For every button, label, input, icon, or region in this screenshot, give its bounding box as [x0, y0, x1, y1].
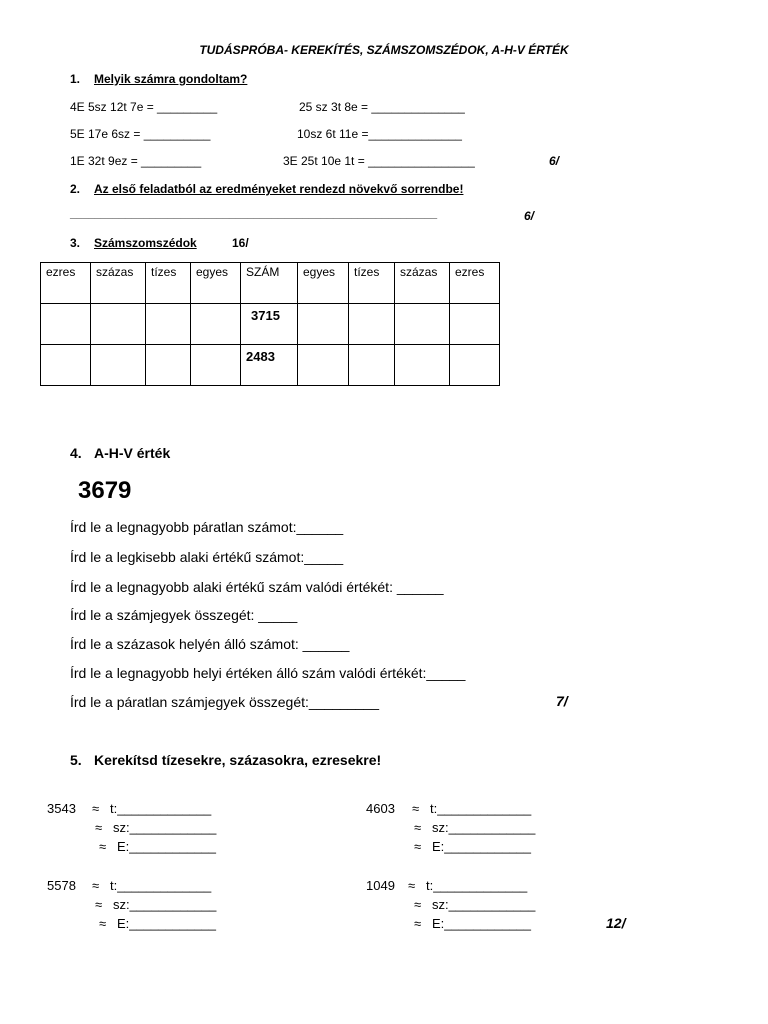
table-header-cell: ezres [450, 263, 500, 304]
section-5-score: 12/ [606, 915, 626, 931]
table-cell[interactable] [41, 304, 91, 345]
table-cell[interactable] [349, 345, 395, 386]
section-3-number: 3. [70, 236, 81, 250]
section-5-number: 5. [70, 752, 82, 768]
rounding-thousands: ≈ E:____________ [414, 839, 532, 854]
section-1-row-1-left: 4E 5sz 12t 7e = _________ [70, 100, 218, 114]
section-1-title: Melyik számra gondoltam? [94, 72, 248, 86]
question-7: Írd le a páratlan számjegyek összegét:_________ [70, 694, 379, 710]
table-cell[interactable] [146, 304, 191, 345]
rounding-tens: ≈ t:_____________ [92, 878, 212, 893]
table-header-cell: tízes [146, 263, 191, 304]
question-6: Írd le a legnagyobb helyi értéken álló szám valódi értékét:_____ [70, 665, 466, 681]
section-3-heading [70, 236, 197, 250]
page-title: TUDÁSPRÓBA- KEREKÍTÉS, SZÁMSZOMSZÉDOK, A-H-V ÉRTÉK [199, 43, 569, 57]
table-cell[interactable] [191, 304, 241, 345]
table-row [41, 304, 500, 345]
section-2-answer-line: ____________________________________________________________ [70, 208, 438, 220]
table-cell[interactable] [191, 345, 241, 386]
rounding-number: 3543 [47, 801, 76, 816]
table-header-cell: százas [395, 263, 450, 304]
rounding-thousands: ≈ E:____________ [99, 839, 217, 854]
rounding-hundreds: ≈ sz:____________ [414, 897, 536, 912]
table-cell-number: 2483 [241, 345, 298, 386]
rounding-number: 5578 [47, 878, 76, 893]
table-cell[interactable] [91, 345, 146, 386]
table-header-cell: tízes [349, 263, 395, 304]
rounding-tens: ≈ t:_____________ [408, 878, 528, 893]
question-3: Írd le a legnagyobb alaki értékű szám valódi értékét: ______ [70, 579, 444, 595]
table-header-cell: ezres [41, 263, 91, 304]
table-cell[interactable] [450, 304, 500, 345]
question-5: Írd le a százasok helyén álló számot: ______ [70, 636, 350, 652]
table-row [41, 345, 500, 386]
table-cell[interactable] [91, 304, 146, 345]
rounding-hundreds: ≈ sz:____________ [414, 820, 536, 835]
section-5-title: Kerekítsd tízesekre, százasokra, ezresekre! [94, 752, 382, 768]
rounding-tens: ≈ t:_____________ [92, 801, 212, 816]
section-1-heading [70, 72, 247, 86]
section-2-number: 2. [70, 182, 81, 196]
table-cell[interactable] [395, 304, 450, 345]
question-2: Írd le a legkisebb alaki értékű számot:_____ [70, 549, 344, 565]
section-2-score: 6/ [524, 209, 535, 223]
section-1-row-1-right: 25 sz 3t 8e = ______________ [299, 100, 465, 114]
section-4-heading [70, 445, 170, 461]
table-header-cell: egyes [191, 263, 241, 304]
section-1-number: 1. [70, 72, 81, 86]
question-4: Írd le a számjegyek összegét: _____ [70, 607, 298, 623]
section-1-row-2-left: 5E 17e 6sz = __________ [70, 127, 211, 141]
rounding-tens: ≈ t:_____________ [412, 801, 532, 816]
table-cell[interactable] [146, 345, 191, 386]
rounding-number: 4603 [366, 801, 395, 816]
section-3-score: 16/ [232, 236, 249, 250]
table-header-cell: SZÁM [241, 263, 298, 304]
rounding-hundreds: ≈ sz:____________ [95, 820, 217, 835]
rounding-thousands: ≈ E:____________ [414, 916, 532, 931]
rounding-thousands: ≈ E:____________ [99, 916, 217, 931]
table-cell[interactable] [349, 304, 395, 345]
section-1-score: 6/ [549, 154, 560, 168]
table-cell[interactable] [395, 345, 450, 386]
section-2-heading [70, 182, 463, 196]
section-1-row-3-right: 3E 25t 10e 1t = ________________ [283, 154, 475, 168]
table-header-row [41, 263, 500, 304]
table-cell[interactable] [298, 345, 349, 386]
question-1: Írd le a legnagyobb páratlan számot:______ [70, 519, 344, 535]
place-value-number: 3679 [78, 477, 132, 504]
table-cell[interactable] [41, 345, 91, 386]
section-1-row-2-right: 10sz 6t 11e =______________ [297, 127, 462, 141]
section-5-heading [70, 752, 381, 768]
number-neighbors-table [40, 262, 500, 386]
rounding-number: 1049 [366, 878, 395, 893]
rounding-hundreds: ≈ sz:____________ [95, 897, 217, 912]
section-4-title: A-H-V érték [94, 445, 171, 461]
section-4-number: 4. [70, 445, 82, 461]
section-3-title: Számszomszédok [94, 236, 197, 250]
table-header-cell: egyes [298, 263, 349, 304]
section-1-row-3-left: 1E 32t 9ez = _________ [70, 154, 202, 168]
table-cell-number: 3715 [241, 304, 298, 345]
table-cell[interactable] [450, 345, 500, 386]
table-cell[interactable] [298, 304, 349, 345]
table-header-cell: százas [91, 263, 146, 304]
section-2-title: Az első feladatból az eredményeket rendezd növekvő sorrendbe! [94, 182, 464, 196]
section-4-score: 7/ [556, 693, 568, 709]
